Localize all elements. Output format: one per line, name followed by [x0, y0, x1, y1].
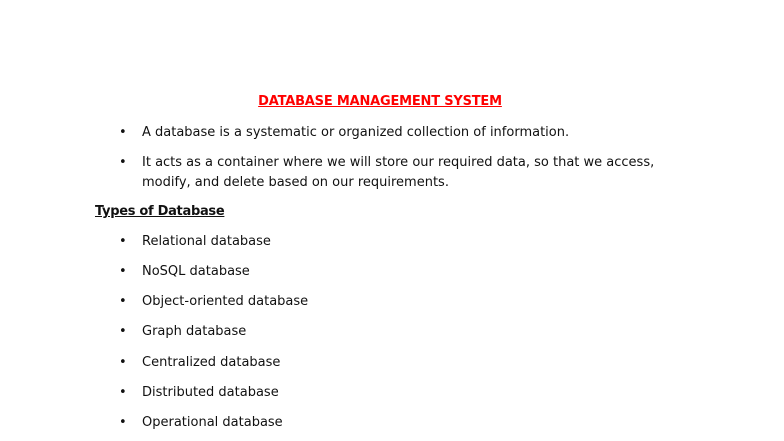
- bullet-icon: •: [119, 294, 127, 309]
- type-item: Distributed database: [142, 385, 279, 400]
- type-item: NoSQL database: [142, 264, 250, 279]
- bullet-icon: •: [119, 264, 127, 279]
- intro-point: A database is a systematic or organized collection of information.: [142, 125, 570, 140]
- type-item: Operational database: [142, 415, 283, 430]
- bullet-icon: •: [119, 324, 127, 339]
- bullet-icon: •: [119, 234, 127, 249]
- bullet-icon: •: [119, 125, 127, 140]
- bullet-icon: •: [119, 385, 127, 400]
- bullet-icon: •: [119, 415, 127, 430]
- type-item: Relational database: [142, 234, 271, 249]
- intro-point: It acts as a container where we will store our required data, so that we access, modify, and delete based on our requirements.: [142, 155, 655, 190]
- type-item: Object-oriented database: [142, 294, 309, 309]
- types-heading: Types of Database: [95, 204, 225, 219]
- bullet-icon: •: [119, 355, 127, 370]
- bullet-icon: •: [119, 155, 127, 170]
- document-title: DATABASE MANAGEMENT SYSTEM: [258, 94, 502, 109]
- type-item: Graph database: [142, 324, 247, 339]
- type-item: Centralized database: [142, 355, 281, 370]
